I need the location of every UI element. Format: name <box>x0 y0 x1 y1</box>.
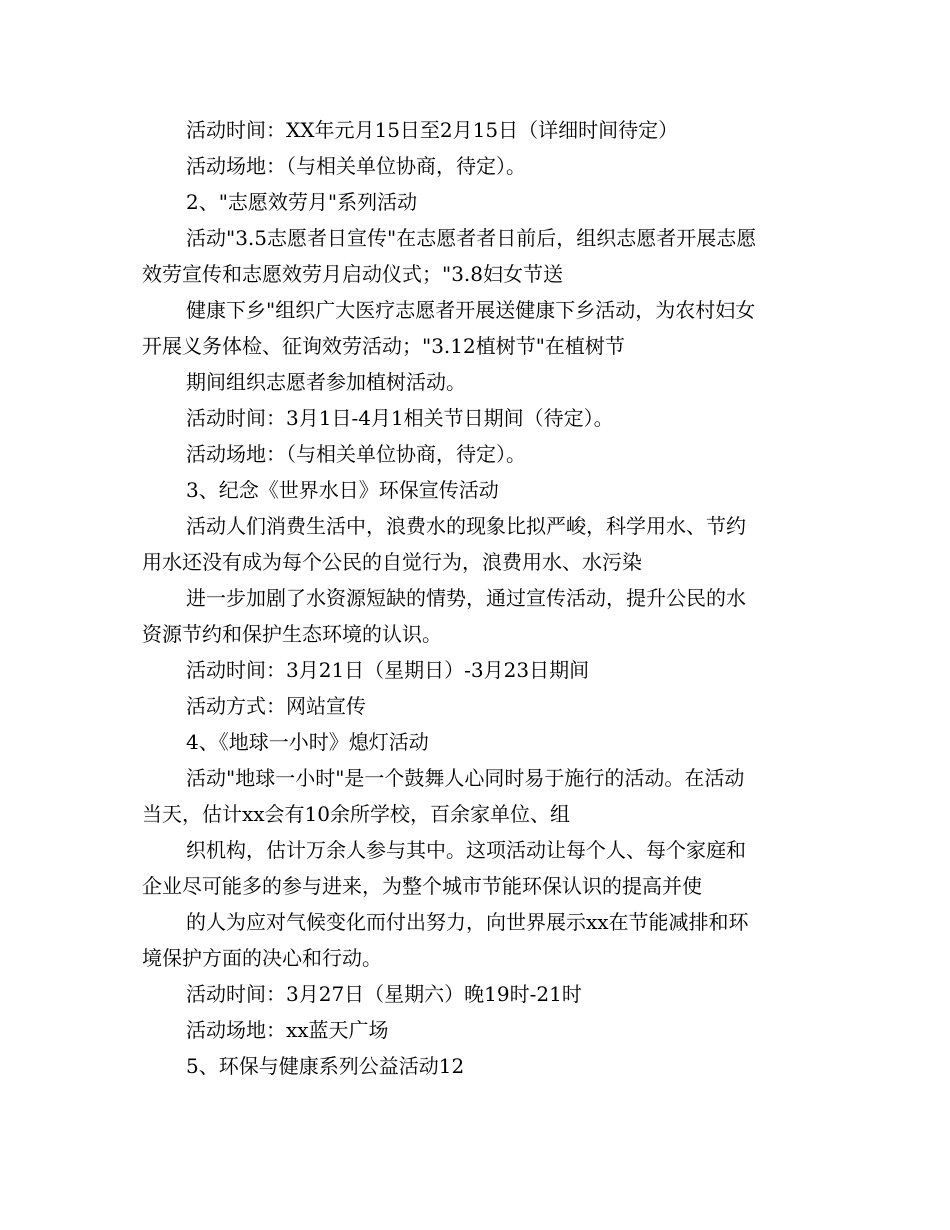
text-line: 开展义务体检、征询效劳活动；"3.12植树节"在植树节 <box>142 334 625 358</box>
text-line: 活动时间：3月21日（星期日）-3月23日期间 <box>186 658 590 682</box>
text-line: 进一步加剧了水资源短缺的情势，通过宣传活动，提升公民的水 <box>186 586 746 610</box>
section-heading: 5、环保与健康系列公益活动12 <box>186 1054 465 1078</box>
section-heading: 4、《地球一小时》熄灯活动 <box>186 730 429 754</box>
text-line: 活动场地：（与相关单位协商，待定）。 <box>186 154 526 178</box>
document-body <box>142 112 814 1084</box>
section-heading: 2、"志愿效劳月"系列活动 <box>186 190 418 214</box>
text-line: 活动时间：XX年元月15日至2月15日（详细时间待定） <box>186 118 679 142</box>
text-line: 当天，估计xx会有10余所学校，百余家单位、组 <box>142 802 571 826</box>
text-line: 活动时间：3月27日（星期六）晚19时-21时 <box>186 982 582 1006</box>
text-line: 活动"3.5志愿者日宣传"在志愿者者日前后，组织志愿者开展志愿 <box>186 226 757 250</box>
text-line: 活动时间：3月1日-4月1相关节日期间（待定）。 <box>186 406 614 430</box>
text-line: 资源节约和保护生态环境的认识。 <box>142 622 442 646</box>
text-line: 企业尽可能多的参与进来，为整个城市节能环保认识的提高并使 <box>142 874 702 898</box>
section-heading: 3、纪念《世界水日》环保宣传活动 <box>186 478 499 502</box>
text-line: 活动人们消费生活中，浪费水的现象比拟严峻，科学用水、节约 <box>186 514 746 538</box>
text-line: 活动方式：网站宣传 <box>186 694 366 718</box>
text-line: 活动场地：（与相关单位协商，待定）。 <box>186 442 526 466</box>
text-line: 期间组织志愿者参加植树活动。 <box>186 370 466 394</box>
text-line: 的人为应对气候变化而付出努力，向世界展示xx在节能减排和环 <box>186 910 749 934</box>
text-line: 境保护方面的决心和行动。 <box>142 946 382 970</box>
text-line: 效劳宣传和志愿效劳月启动仪式；"3.8妇女节送 <box>142 262 564 286</box>
text-line: 活动场地：xx蓝天广场 <box>186 1018 389 1042</box>
text-line: 织机构，估计万余人参与其中。这项活动让每个人、每个家庭和 <box>186 838 746 862</box>
text-line: 用水还没有成为每个公民的自觉行为，浪费用水、水污染 <box>142 550 642 574</box>
text-line: 活动"地球一小时"是一个鼓舞人心同时易于施行的活动。在活动 <box>186 766 745 790</box>
text-line: 健康下乡"组织广大医疗志愿者开展送健康下乡活动，为农村妇女 <box>186 298 756 322</box>
